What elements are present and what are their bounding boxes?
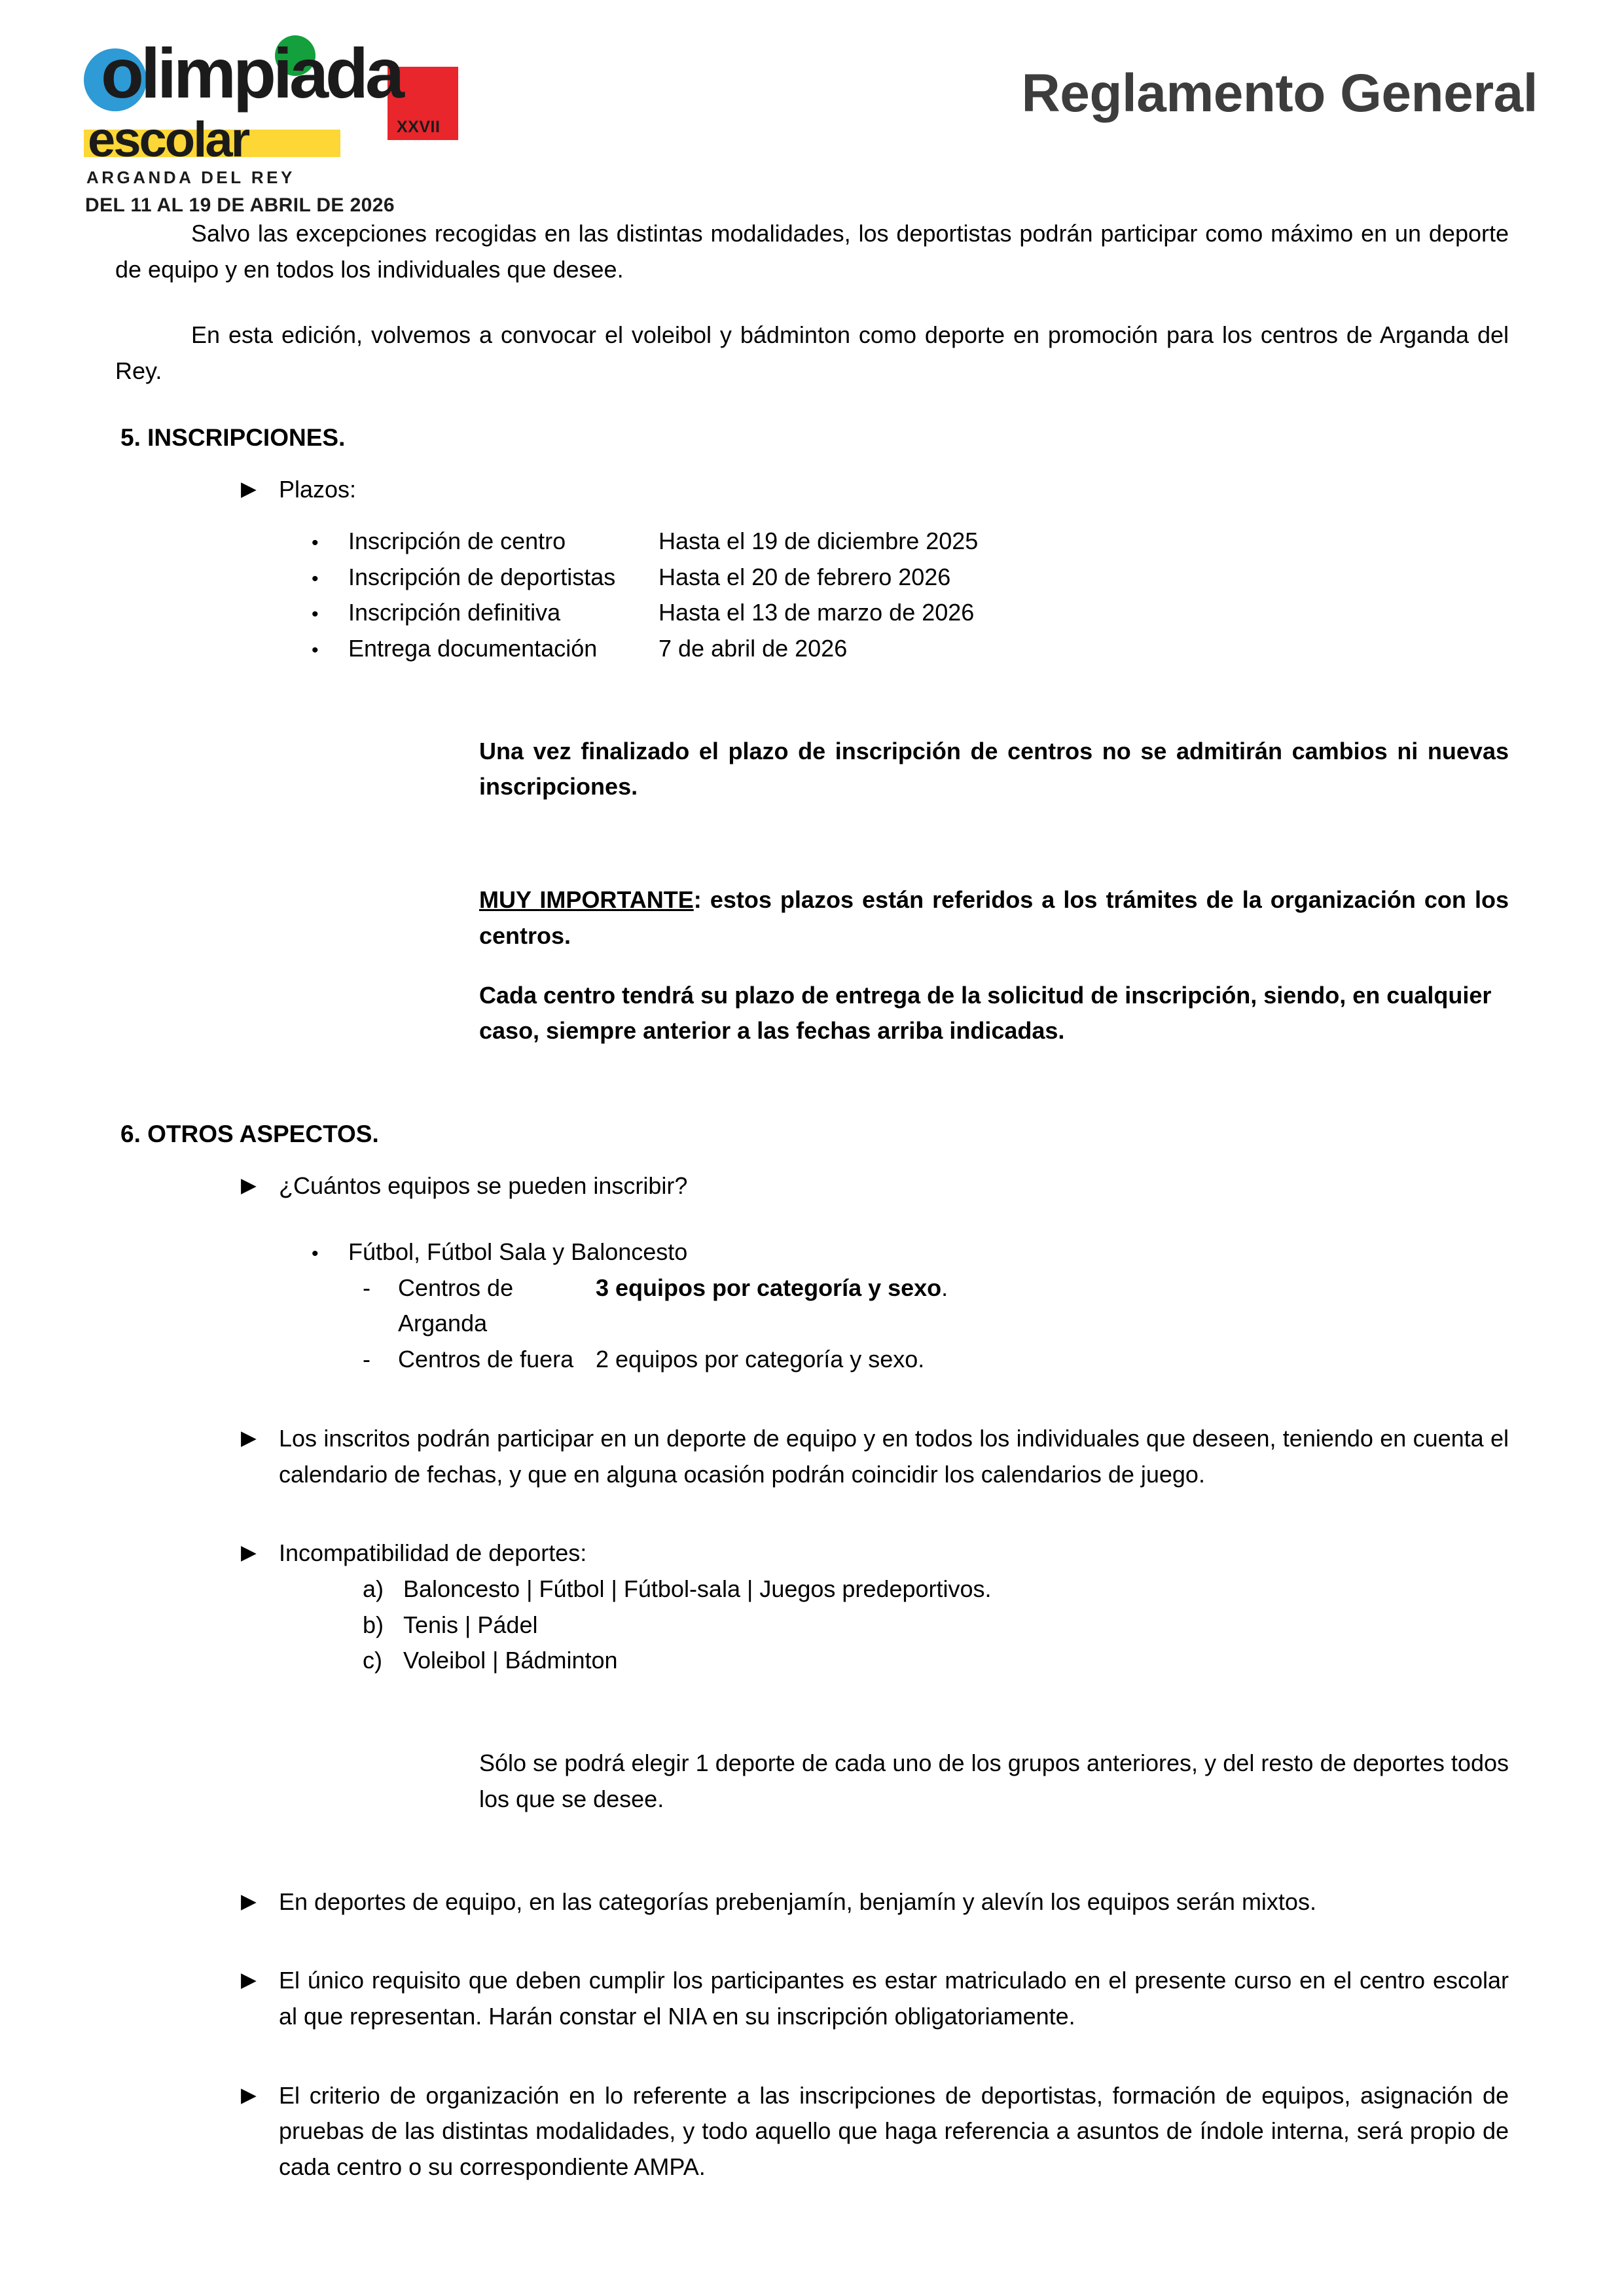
list-item-incompatibilidad bbox=[115, 1535, 1509, 1571]
plazo-date: 7 de abril de 2026 bbox=[659, 634, 848, 662]
section-heading-otros-aspectos: 6. OTROS ASPECTOS. bbox=[120, 1121, 379, 1148]
arrow-bullet-icon: ▶ bbox=[241, 1541, 257, 1564]
list-item-criterio-organizacion bbox=[115, 2078, 1509, 2185]
spacer bbox=[115, 1492, 1509, 1535]
cuantos-equipos-question: ¿Cuántos equipos se pueden inscribir? bbox=[279, 1172, 688, 1200]
muy-importante-note bbox=[115, 882, 1509, 954]
list-item bbox=[115, 1571, 1509, 1607]
table-row bbox=[115, 595, 1509, 631]
plazo-label: Inscripción de deportistas bbox=[348, 563, 616, 590]
arrow-bullet-icon: ▶ bbox=[241, 1889, 257, 1912]
dot-bullet-icon: • bbox=[312, 567, 319, 590]
section-heading-inscripciones: 5. INSCRIPCIONES. bbox=[120, 423, 346, 451]
list-letter-a: a) bbox=[363, 1575, 384, 1602]
dot-bullet-icon: • bbox=[312, 1242, 319, 1265]
list-item-requisito-matricula bbox=[115, 1963, 1509, 2034]
list-item-inscritos bbox=[115, 1421, 1509, 1492]
spacer bbox=[115, 508, 1509, 524]
spacer bbox=[115, 1073, 1509, 1116]
intro-paragraph-2: En esta edición, volvemos a convocar el voleibol y bádminton como deporte en promoción para los centros de Arganda del Rey. bbox=[115, 321, 1509, 385]
table-row bbox=[115, 631, 1509, 667]
plazo-label: Entrega documentación bbox=[348, 634, 598, 662]
arrow-bullet-icon: ▶ bbox=[241, 477, 257, 501]
criterio-organizacion-text: El criterio de organización en lo referente a las inscripciones de deportistas, formación de equipos, asignación de pruebas de las distintas modalidades, y todo aquello que haga referencia a asuntos de índole interna, será propio de cada centro o su correspondiente AMPA. bbox=[279, 2081, 1509, 2181]
olimpiada-escolar-logo bbox=[84, 34, 450, 217]
spacer bbox=[115, 2035, 1509, 2078]
arrow-bullet-icon: ▶ bbox=[241, 1968, 257, 1992]
spacer bbox=[115, 287, 1509, 317]
inscritos-text: Los inscritos podrán participar en un deporte de equipo y en todos los individuales que deseen, teniendo en cuenta el calendario de fechas, y que en alguna ocasión podrán coincidir los calendarios de juego. bbox=[279, 1424, 1509, 1488]
equipos-mixtos-text: En deportes de equipo, en las categorías prebenjamín, benjamín y alevín los equipos serán mixtos. bbox=[279, 1888, 1316, 1915]
spacer bbox=[115, 1679, 1509, 1722]
table-row bbox=[115, 1270, 1509, 1342]
list-item bbox=[115, 1607, 1509, 1643]
plazo-date: Hasta el 19 de diciembre 2025 bbox=[659, 527, 979, 554]
requisito-matricula-text: El único requisito que deben cumplir los participantes es estar matriculado en el presente curso en el centro escolar al que representan. Harán constar el NIA en su inscripción obligatoriamente. bbox=[279, 1967, 1509, 2030]
sports-group-label: Fútbol, Fútbol Sala y Baloncesto bbox=[348, 1238, 688, 1265]
spacer bbox=[115, 1378, 1509, 1421]
arrow-bullet-icon: ▶ bbox=[241, 1426, 257, 1449]
plazo-label: Inscripción de centro bbox=[348, 527, 566, 554]
list-item-cuantos-equipos bbox=[115, 1168, 1509, 1204]
equipos-center-value: 2 equipos por categoría y sexo. bbox=[596, 1346, 925, 1373]
intro-paragraph-1: Salvo las excepciones recogidas en las distintas modalidades, los deportistas podrán participar como máximo en un deporte de equipo y en todos los individuales que desee. bbox=[115, 220, 1509, 283]
list-item-sports-group bbox=[115, 1234, 1509, 1270]
muy-importante-label: MUY IMPORTANTE bbox=[479, 886, 694, 914]
logo-subword-row bbox=[84, 112, 450, 168]
incompatibilidad-label: Incompatibilidad de deportes: bbox=[279, 1539, 587, 1567]
table-row bbox=[115, 1342, 1509, 1378]
logo-city-label: ARGANDA DEL REY bbox=[86, 168, 295, 187]
equipos-center-label: Centros de fuera bbox=[398, 1346, 574, 1373]
table-row bbox=[115, 560, 1509, 596]
spacer bbox=[115, 1204, 1509, 1234]
logo-edition-number: XXVII bbox=[397, 118, 441, 136]
list-letter-b: b) bbox=[363, 1611, 384, 1638]
spacer bbox=[115, 456, 1509, 472]
dot-bullet-icon: • bbox=[312, 531, 319, 554]
plazo-date: Hasta el 20 de febrero 2026 bbox=[659, 563, 951, 590]
muy-importante-text: : estos plazos están referidos a los trámites de la organización con los centros. bbox=[479, 886, 1509, 949]
spacer bbox=[115, 389, 1509, 420]
dot-bullet-icon: • bbox=[312, 639, 319, 661]
spacer bbox=[115, 829, 1509, 859]
document-body bbox=[0, 216, 1624, 2185]
page-title: Reglamento General bbox=[1021, 63, 1538, 123]
arrow-bullet-icon: ▶ bbox=[241, 2083, 257, 2106]
equipos-center-value bbox=[596, 1270, 1509, 1306]
incompat-group-c: Voleibol | Bádminton bbox=[403, 1647, 618, 1674]
solo-un-deporte-note: Sólo se podrá elegir 1 deporte de cada uno de los grupos anteriores, y del resto de deportes todos los que se desee. bbox=[479, 1749, 1509, 1812]
logo-word-olimpiada: olimpiada bbox=[101, 33, 402, 113]
dash-bullet-icon: - bbox=[363, 1274, 370, 1301]
equipos-count-bold: 3 equipos por categoría y sexo bbox=[596, 1274, 942, 1301]
equipos-center-label: Centros de Arganda bbox=[398, 1274, 514, 1337]
spacer bbox=[115, 1841, 1509, 1884]
list-letter-c: c) bbox=[363, 1647, 382, 1674]
plazo-label: Inscripción definitiva bbox=[348, 599, 561, 626]
list-item-plazos bbox=[115, 472, 1509, 508]
spacer bbox=[115, 1153, 1509, 1168]
plazos-label: Plazos: bbox=[279, 476, 357, 503]
page-header bbox=[0, 0, 1624, 216]
dot-bullet-icon: • bbox=[312, 603, 319, 626]
logo-wordmark-row bbox=[84, 33, 450, 136]
dash-bullet-icon: - bbox=[363, 1346, 370, 1373]
spacer bbox=[115, 667, 1509, 710]
muy-importante-note-line2: Cada centro tendrá su plazo de entrega de la solicitud de inscripción, siendo, en cualquier caso, siempre anterior a las fechas arriba indicadas. bbox=[479, 981, 1492, 1045]
logo-dates-label: DEL 11 AL 19 DE ABRIL DE 2026 bbox=[85, 194, 395, 216]
incompat-group-b: Tenis | Pádel bbox=[403, 1611, 538, 1638]
equipos-count-tail: . bbox=[941, 1274, 948, 1301]
list-item bbox=[115, 1643, 1509, 1679]
spacer bbox=[115, 1920, 1509, 1963]
incompat-group-a: Baloncesto | Fútbol | Fútbol-sala | Juegos predeportivos. bbox=[403, 1575, 992, 1602]
list-item-equipos-mixtos bbox=[115, 1884, 1509, 1920]
arrow-bullet-icon: ▶ bbox=[241, 1174, 257, 1197]
note-inscripcion-cerrada: Una vez finalizado el plazo de inscripción de centros no se admitirán cambios ni nuevas inscripciones. bbox=[479, 737, 1509, 800]
table-row bbox=[115, 524, 1509, 560]
plazo-date: Hasta el 13 de marzo de 2026 bbox=[659, 599, 975, 626]
logo-word-escolar: escolar bbox=[88, 112, 249, 168]
